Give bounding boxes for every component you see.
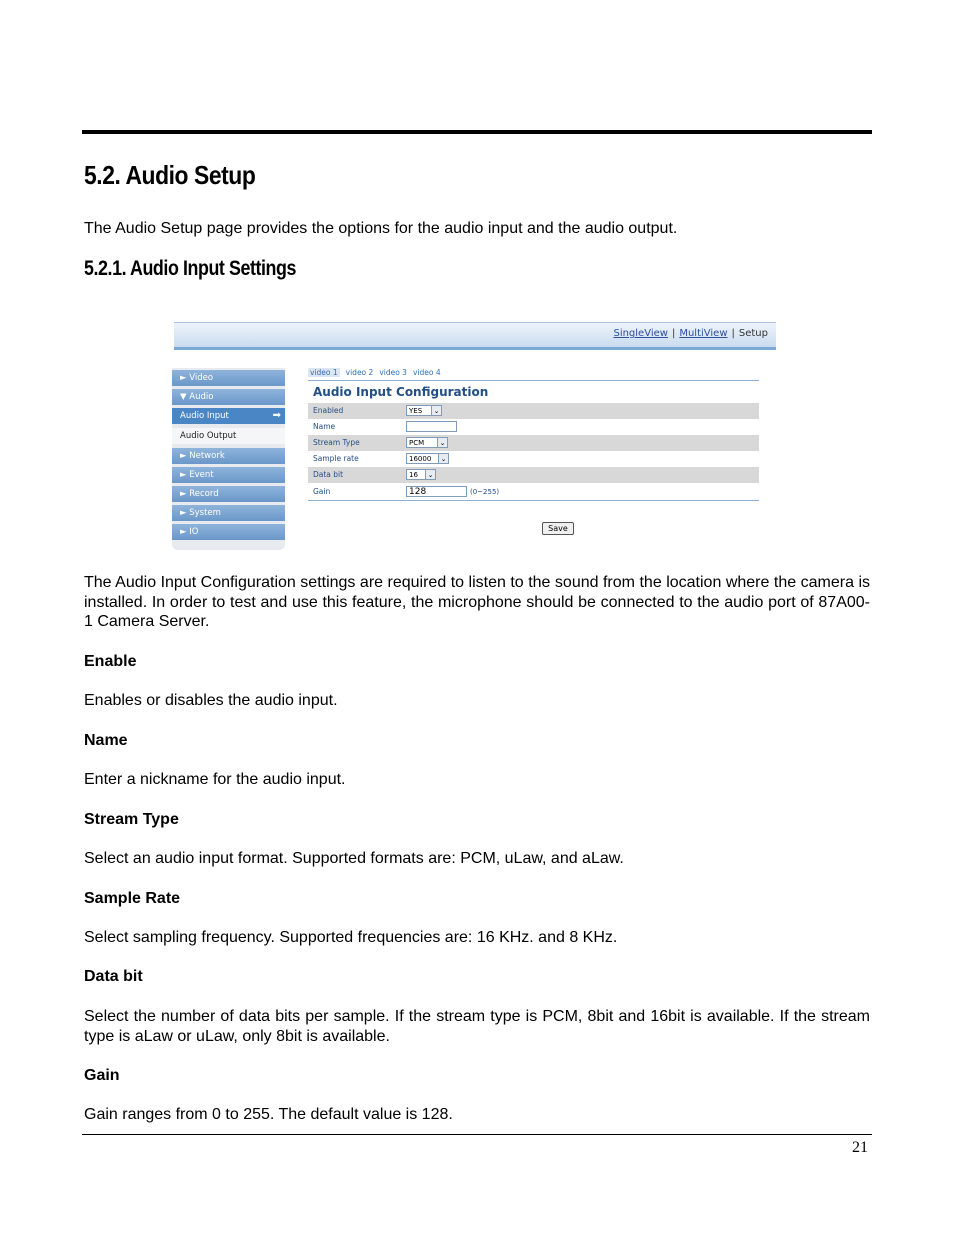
stream-type-text: Select an audio input format. Supported formats are: PCM, uLaw, and aLaw. [84, 850, 624, 867]
chevron-down-icon: ⌄ [431, 405, 442, 416]
gain-input[interactable]: 128 [406, 486, 467, 497]
singleview-link[interactable]: SingleView [613, 328, 668, 339]
save-button[interactable]: Save [542, 522, 574, 535]
data-bit-heading: Data bit [84, 968, 143, 985]
setup-link[interactable]: Setup [738, 328, 768, 339]
gain-range: (0~255) [470, 488, 500, 496]
sample-rate-heading: Sample Rate [84, 890, 181, 907]
row-label: Name [313, 422, 336, 431]
row-sample-rate [308, 451, 759, 467]
description-paragraph: The Audio Input Configuration settings are required to listen to the sound from the location where the camera is installed. In order to test and use this feature, the microphone should be connected to the audio port of 87A00-1 Camera Server. [84, 574, 870, 630]
row-name [308, 419, 759, 435]
sidebar-item-audio-output[interactable]: Audio Output [172, 428, 285, 444]
sidebar-item-io[interactable]: ► IO [172, 524, 285, 540]
enabled-select[interactable]: YES ⌄ [406, 405, 442, 416]
arrow-right-icon: ➡ [272, 410, 281, 421]
sidebar-item-event[interactable]: ► Event [172, 467, 285, 483]
row-gain [308, 484, 759, 501]
sidebar-item-network[interactable]: ► Network [172, 448, 285, 464]
data-bit-select[interactable]: 16 ⌄ [406, 469, 436, 480]
row-stream-type [308, 435, 759, 451]
enable-heading: Enable [84, 653, 137, 670]
tab-video-4[interactable]: video 4 [412, 368, 441, 377]
sample-rate-text: Select sampling frequency. Supported frequencies are: 16 KHz. and 8 KHz. [84, 929, 618, 946]
header-rule [82, 130, 872, 134]
audio-setup-screenshot [172, 322, 778, 552]
sidebar-item-audio-input[interactable]: Audio Input ➡ [172, 408, 285, 424]
tab-video-1[interactable]: video 1 [310, 368, 338, 377]
row-label: Stream Type [313, 438, 360, 447]
tab-divider [308, 380, 759, 381]
sidebar-item-record[interactable]: ► Record [172, 486, 285, 502]
stream-type-heading: Stream Type [84, 811, 179, 828]
row-label: Gain [313, 487, 331, 496]
subsection-heading: 5.2.1. Audio Input Settings [84, 257, 296, 280]
sample-rate-select[interactable]: 16000 ⌄ [406, 453, 449, 464]
gain-text: Gain ranges from 0 to 255. The default value is 128. [84, 1106, 453, 1123]
row-enabled [308, 403, 759, 419]
row-label: Data bit [313, 470, 344, 479]
chevron-down-icon: ⌄ [438, 453, 449, 464]
chevron-down-icon: ⌄ [437, 437, 448, 448]
sidebar-item-video[interactable]: ► Video [172, 370, 285, 386]
chevron-down-icon: ⌄ [425, 469, 436, 480]
intro-paragraph: The Audio Setup page provides the options for the audio input and the audio output. [84, 220, 678, 237]
top-navigation-bar [174, 322, 776, 350]
config-title: Audio Input Configuration [313, 385, 489, 399]
name-text: Enter a nickname for the audio input. [84, 771, 346, 788]
data-bit-text: Select the number of data bits per sample. If the stream type is PCM, 8bit and 16bit is available. If the stream type is aLaw or uLaw, only 8bit is available. [84, 1008, 870, 1045]
top-links: SingleView | MultiView | Setup [613, 328, 768, 339]
tab-video-3[interactable]: video 3 [379, 368, 407, 377]
tab-video-2[interactable]: video 2 [345, 368, 374, 377]
enable-text: Enables or disables the audio input. [84, 692, 338, 709]
sidebar-item-system[interactable]: ► System [172, 505, 285, 521]
name-input[interactable] [406, 421, 457, 432]
footer-rule [82, 1134, 872, 1135]
row-label: Enabled [313, 406, 344, 415]
setup-sidebar [172, 368, 285, 550]
page-number: 21 [852, 1139, 868, 1156]
gain-heading: Gain [84, 1067, 120, 1084]
multiview-link[interactable]: MultiView [679, 328, 728, 339]
row-label: Sample rate [313, 454, 359, 463]
video-tabs [308, 368, 447, 377]
name-heading: Name [84, 732, 128, 749]
row-data-bit [308, 467, 759, 483]
sidebar-item-audio[interactable]: ▼ Audio [172, 389, 285, 405]
section-heading: 5.2. Audio Setup [84, 160, 256, 190]
stream-type-select[interactable]: PCM ⌄ [406, 437, 448, 448]
